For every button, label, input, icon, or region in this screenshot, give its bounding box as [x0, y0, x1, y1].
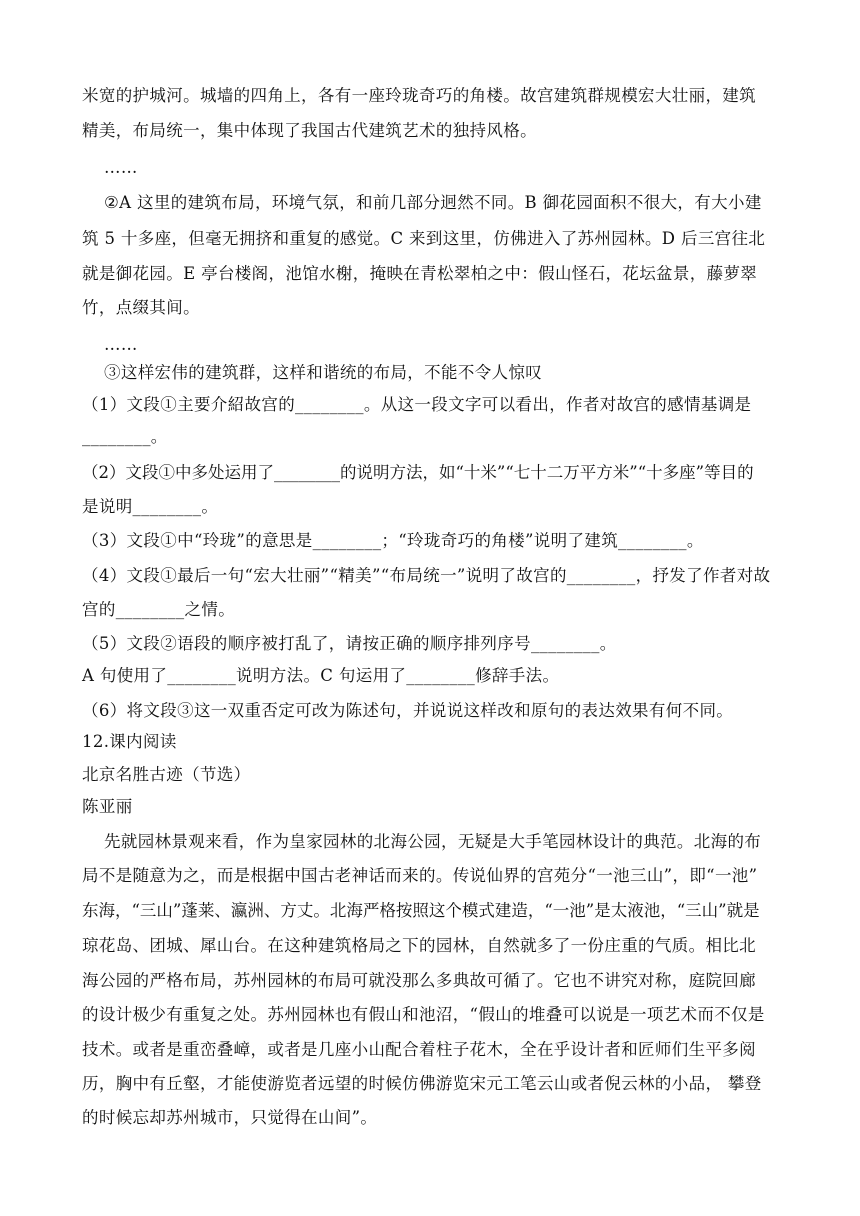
question-6: （6）将文段③这一双重否定可改为陈述句，并说说这样改和原句的表达效果有何不同。 [82, 701, 734, 720]
question-5-cont: A 句使用了________说明方法。C 句运用了________修辞手法。 [82, 666, 560, 685]
text-line: 的时候忘却苏州城市，只觉得在山间”。 [82, 1108, 378, 1127]
answer-blank: ________。 [82, 427, 168, 446]
question-4: （4）文段①最后一句“宏大壮丽”“精美”“布局统一”说明了故宫的________，抒发了作者对故 [82, 566, 771, 585]
ellipsis-line: …… [104, 158, 138, 177]
text-line: 东海，“三山”蓬莱、瀛洲、方丈。北海严格按照这个模式建造，“一池”是太液池，“三山”就是 [82, 901, 760, 920]
text-line: 竹，点缀其间。 [82, 298, 200, 317]
text-line: ②A 这里的建筑布局，环境气氛，和前几部分迥然不同。B 御花园面积不很大，有大小建 [104, 193, 762, 212]
question-2: （2）文段①中多处运用了________的说明方法，如“十米”“七十二万平方米”“十多座”等目的 [82, 463, 754, 482]
article-title: 北京名胜古迹（节选） [82, 765, 251, 784]
question-5: （5）文段②语段的顺序被打乱了，请按正确的顺序排列序号________。 [82, 634, 617, 653]
text-line: 精美，布局统一，集中体现了我国古代建筑艺术的独持风格。 [82, 121, 537, 140]
section-heading: 12.课内阅读 [82, 732, 177, 751]
text-line: 技术。或者是重峦叠嶂，或者是几座小山配合着柱子花木，全在乎设计者和匠师们生平多阅 [82, 1040, 756, 1059]
text-line: 历，胸中有丘壑，才能使游览者远望的时候仿佛游览宋元工笔云山或者倪云林的小品， 攀登 [82, 1074, 762, 1093]
text-line: 先就园林景观来看，作为皇家园林的北海公园，无疑是大手笔园林设计的典范。北海的布 [104, 832, 762, 851]
question-4-cont: 宫的________之情。 [82, 600, 236, 619]
text-line: 筑 5 十多座，但毫无拥挤和重复的感觉。C 来到这里，仿佛进入了苏州园林。D 后三宫往北 [82, 229, 766, 248]
question-1: （1）文段①主要介紹故宫的________。从这一段文字可以看出，作者对故宫的感情基调是 [82, 395, 752, 414]
text-line: 就是御花园。E 亭台楼阁，池馆水榭，掩映在青松翠柏之中：假山怪石，花坛盆景，藤萝翠 [82, 264, 758, 283]
text-line: ③这样宏伟的建筑群，这样和谐统的布局，不能不令人惊叹 [104, 363, 543, 382]
text-line: 米宽的护城河。城墙的四角上，各有一座玲珑奇巧的角楼。故宫建筑群规模宏大壮丽，建筑 [82, 86, 756, 105]
question-2-cont: 是说明________。 [82, 497, 219, 516]
text-line: 海公园的严格布局，苏州园林的布局可就没那么多典故可循了。它也不讲究对称，庭院回廊 [82, 971, 756, 990]
text-line: 琼花岛、团城、犀山台。在这种建筑格局之下的园林，自然就多了一份庄重的气质。相比北 [82, 936, 756, 955]
text-line: 局不是随意为之，而是根据中国古老神话而来的。传说仙界的宫苑分“一池三山”，即“一池” [82, 866, 758, 885]
ellipsis-line: …… [104, 335, 138, 354]
text-line: 的设计极少有重复之处。苏州园林也有假山和池沼，“假山的堆叠可以说是一项艺术而不仅是 [82, 1005, 765, 1024]
article-author: 陈亚丽 [82, 797, 133, 816]
question-3: （3）文段①中“玲珑”的意思是________；“玲珑奇巧的角楼”说明了建筑________。 [82, 531, 704, 550]
